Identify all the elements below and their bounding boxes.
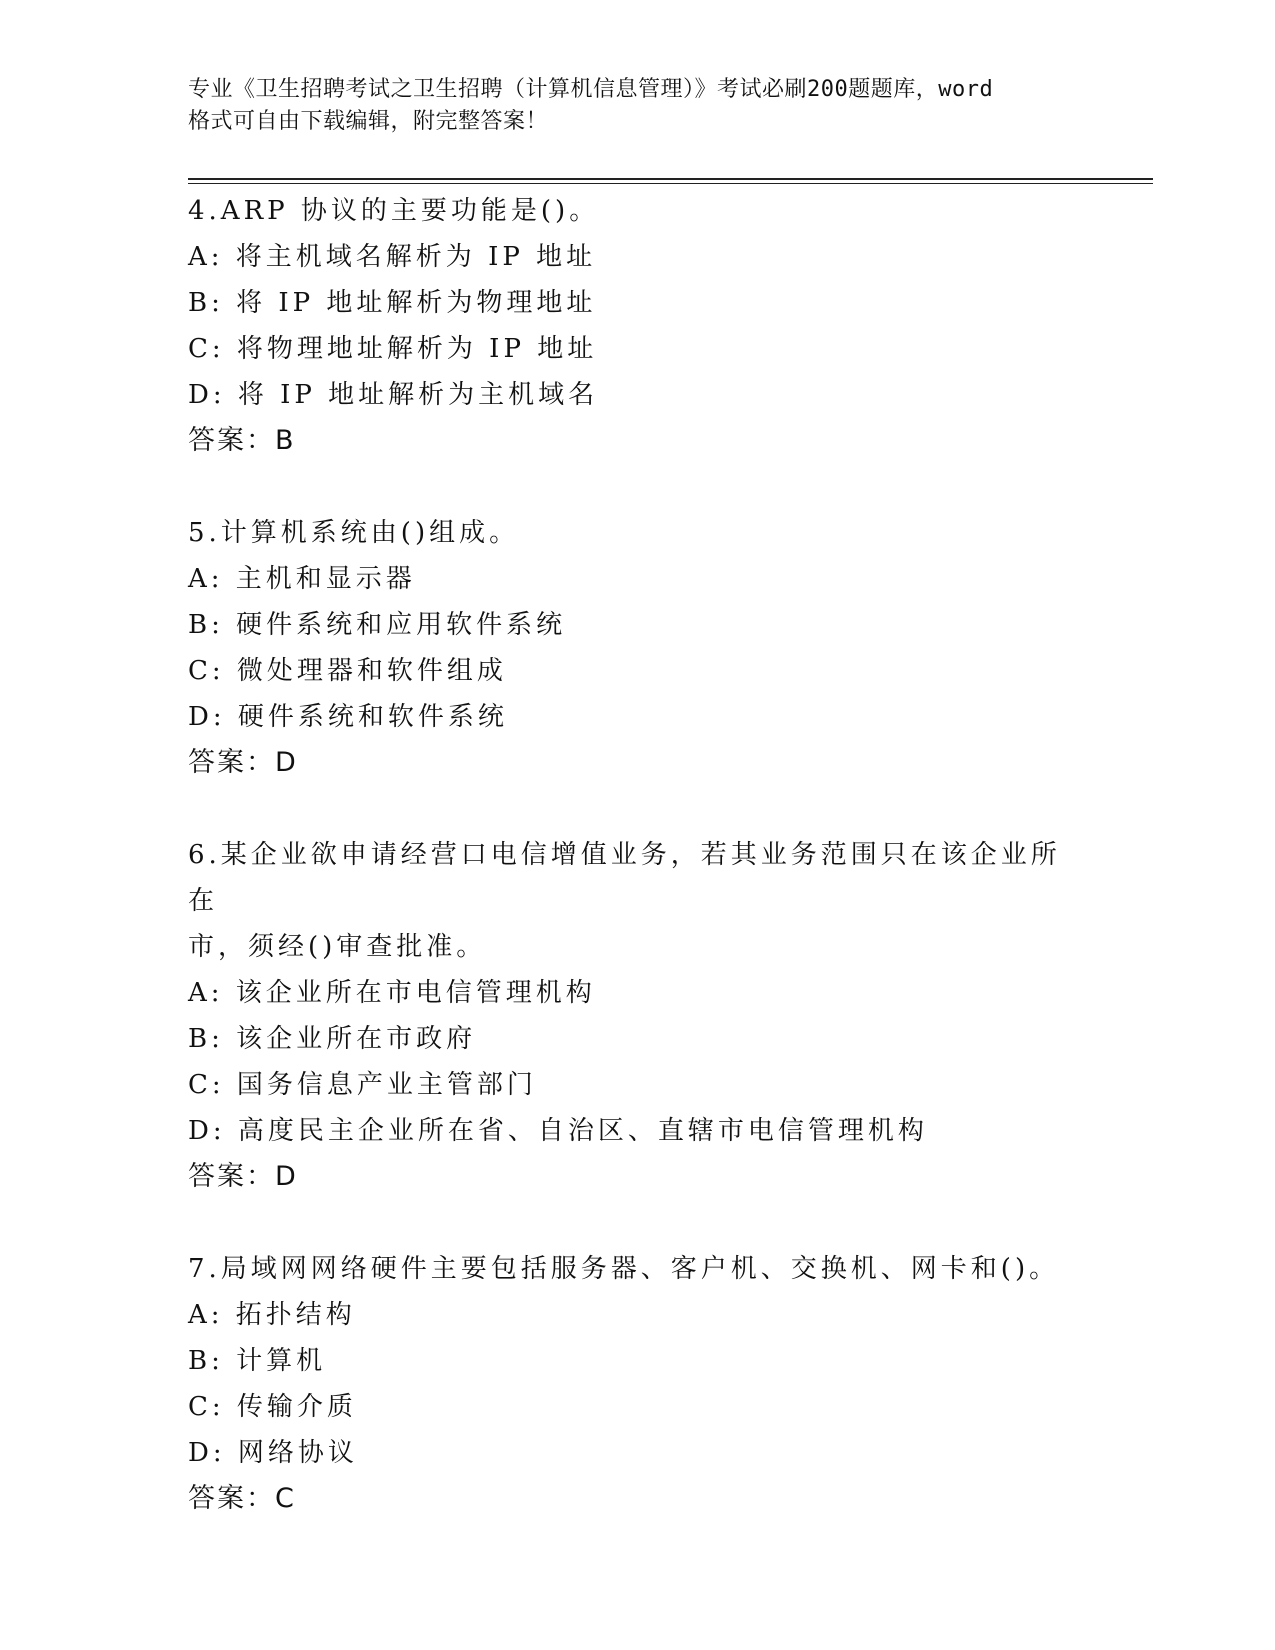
option-d: D: 网络协议 [188,1438,358,1468]
answer-label: 答案：D [188,747,298,778]
header-line-1: 专业《卫生招聘考试之卫生招聘（计算机信息管理）》考试必刷200题题库，word [188,77,994,102]
option-b: B: 该企业所在市政府 [188,1024,477,1054]
question-stem: 5.计算机系统由()组成。 [188,518,520,548]
option-c: C: 将物理地址解析为 IP 地址 [188,334,598,364]
option-a: A: 将主机域名解析为 IP 地址 [188,242,597,272]
option-a: A: 拓扑结构 [188,1300,356,1330]
option-c: C: 国务信息产业主管部门 [188,1070,537,1100]
question-stem: 7.局域网网络硬件主要包括服务器、客户机、交换机、网卡和()。 [188,1254,1060,1284]
header-divider-thin [188,183,1153,184]
question-4 [188,188,1088,464]
document-header [188,74,1088,138]
question-stem-continued: 市，须经()审查批准。 [188,932,487,962]
option-d: D: 将 IP 地址解析为主机域名 [188,380,599,410]
option-d: D: 高度民主企业所在省、自治区、直辖市电信管理机构 [188,1116,928,1146]
question-6 [188,832,1088,1200]
question-7 [188,1246,1088,1522]
header-divider-thick [188,178,1153,180]
question-stem: 6.某企业欲申请经营口电信增值业务，若其业务范围只在该企业所在 [188,840,1061,916]
option-c: C: 传输介质 [188,1392,357,1422]
header-line-2: 格式可自由下载编辑，附完整答案！ [188,109,549,134]
question-list [188,188,1088,1568]
question-stem: 4.ARP 协议的主要功能是()。 [188,196,600,226]
answer-label: 答案：C [188,1483,296,1514]
option-b: B: 将 IP 地址解析为物理地址 [188,288,597,318]
option-d: D: 硬件系统和软件系统 [188,702,508,732]
option-a: A: 主机和显示器 [188,564,416,594]
answer-label: 答案：D [188,1161,298,1192]
answer-label: 答案：B [188,425,296,456]
option-b: B: 计算机 [188,1346,327,1376]
question-5 [188,510,1088,786]
option-c: C: 微处理器和软件组成 [188,656,507,686]
option-b: B: 硬件系统和应用软件系统 [188,610,567,640]
option-a: A: 该企业所在市电信管理机构 [188,978,596,1008]
